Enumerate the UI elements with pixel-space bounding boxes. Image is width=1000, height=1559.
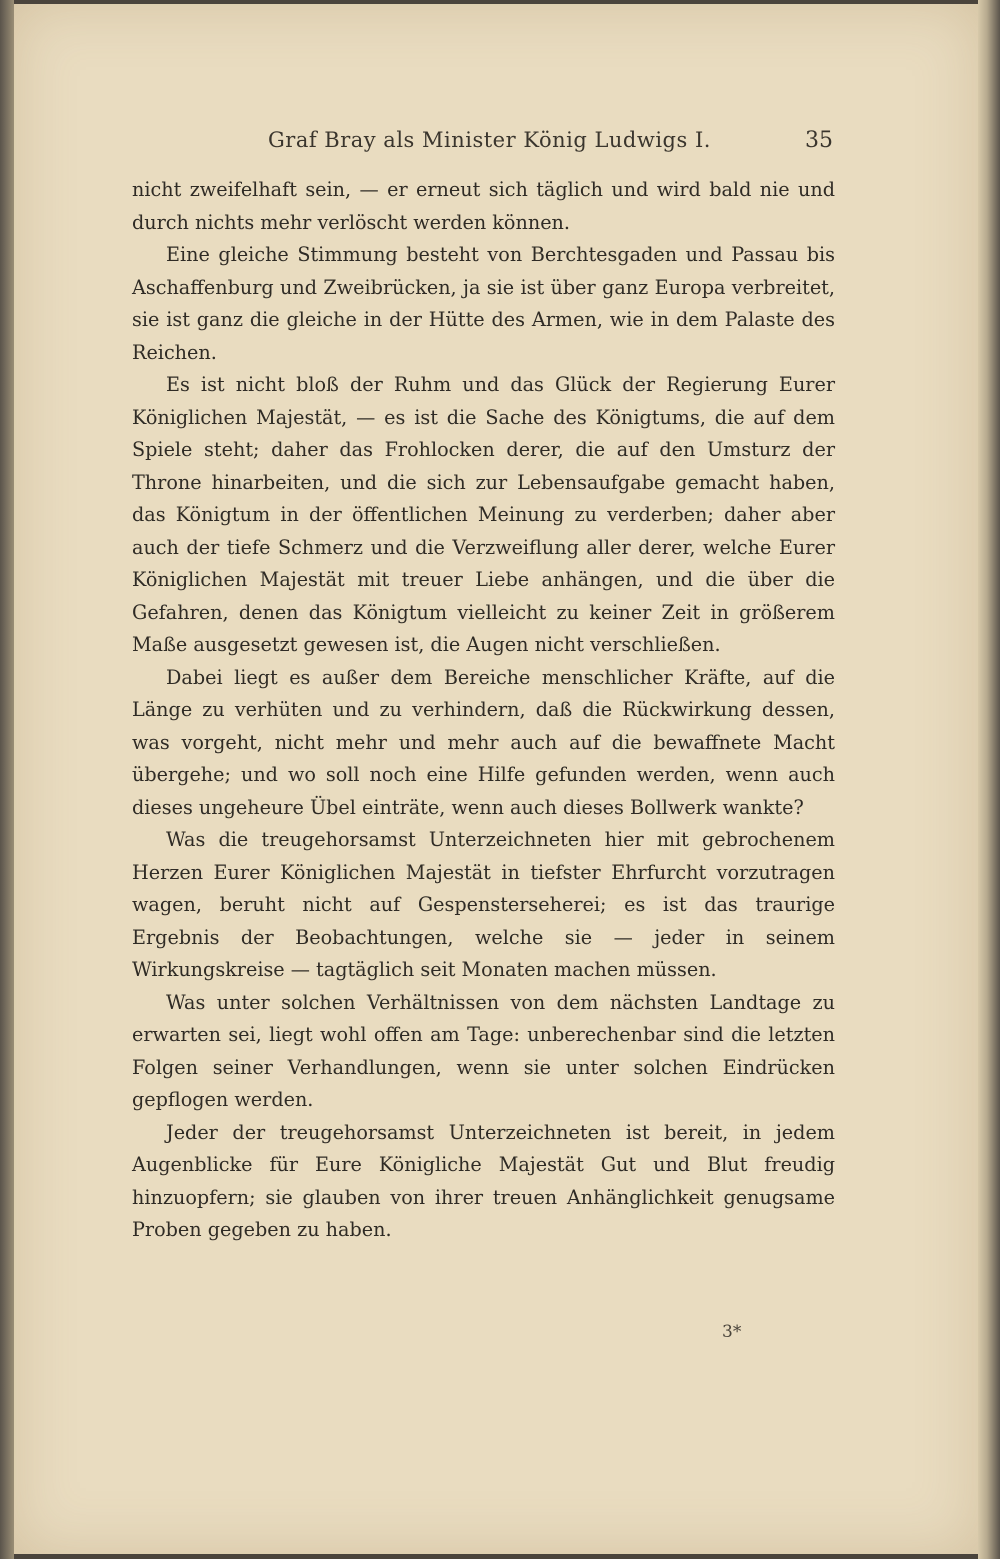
body-text [132,174,835,1247]
paragraph-4: Dabei liegt es außer dem Bereiche menschlicher Kräfte, auf die Länge zu verhüten und zu verhindern, daß die Rückwirkung dessen, was vorgeht, nicht mehr und mehr auch auf die bewaffnete Macht übergehe; und wo soll noch eine Hilfe gefunden werden, wenn auch dieses ungeheure Übel einträte, wenn auch dieses Bollwerk wankte? [132,665,835,819]
paragraph-7: Jeder der treugehorsamst Unterzeichneten ist bereit, in jedem Augenblicke für Eure Königliche Majestät Gut und Blut freudig hinzuopfern; sie glauben von ihrer treuen Anhänglichkeit genugsame Proben gegeben zu haben. [132,1120,835,1241]
paragraph-6: Was unter solchen Verhältnissen von dem nächsten Landtage zu erwarten sei, liegt wohl offen am Tage: unberechenbar sind die letzten Folgen seiner Verhandlungen, wenn sie unter solchen Eindrücken gepflogen werden. [132,990,835,1111]
page-header [268,128,833,158]
page-number: 35 [805,128,833,153]
signature-mark: 3* [722,1322,742,1342]
paragraph-1: nicht zweifelhaft sein, — er erneut sich täglich und wird bald nie und durch nichts mehr verlöscht werden können. [132,178,835,234]
right-page-edge [978,0,1000,1559]
paragraph-2: Eine gleiche Stimmung besteht von Berchtesgaden und Passau bis Aschaffenburg und Zweibrücken, ja sie ist über ganz Europa verbreitet, sie ist ganz die gleiche in der Hütte des Armen, wie in dem Palaste des Reichen. [132,243,835,364]
running-title: Graf Bray als Minister König Ludwigs I. [268,128,711,152]
paragraph-3: Es ist nicht bloß der Ruhm und das Glück der Regierung Eurer Königlichen Majestät, — es ist die Sache des Königtums, die auf dem Spiele steht; daher das Frohlocken derer, die auf den Umsturz der Throne hinarbeiten, und die sich zur Lebensaufgabe gemacht haben, das Königtum in der öffentlichen Meinung zu verderben; daher aber auch der tiefe Schmerz und die Verzweiflung aller derer, welche Eurer Königlichen Majestät mit treuer Liebe anhängen, und die über die Gefahren, denen das Königtum vielleicht zu keiner Zeit in größerem Maße ausgesetzt gewesen ist, die Augen nicht verschließen. [132,373,835,656]
left-page-edge [0,0,14,1559]
paragraph-5: Was die treugehorsamst Unterzeichneten hier mit gebrochenem Herzen Eurer Königlichen Majestät in tiefster Ehrfurcht vorzutragen wagen, beruht nicht auf Gespensterseherei; es ist das traurige Ergebnis der Beobachtungen, welche sie — jeder in seinem Wirkungskreise — tagtäglich seit Monaten machen müssen. [132,828,835,981]
